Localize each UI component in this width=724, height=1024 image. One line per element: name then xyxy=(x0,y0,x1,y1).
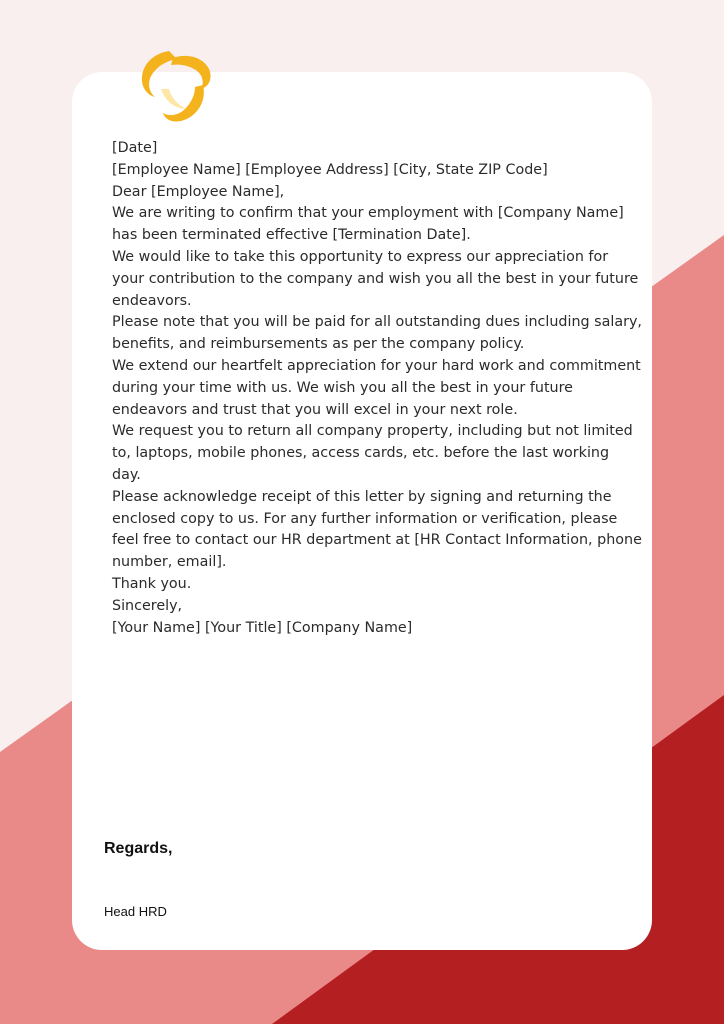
acknowledgement-paragraph: Please acknowledge receipt of this letter by signing and returning the enclosed copy to us. For any further information or verification, please feel free to contact our HR department at [HR Contact Information, phone number, email]. xyxy=(112,488,642,571)
signer-title: Head HRD xyxy=(104,904,167,919)
sender-line: [Your Name] [Your Title] [Company Name] xyxy=(112,619,413,636)
date-line: [Date] xyxy=(112,140,158,156)
property-return-paragraph: We request you to return all company property, including but not limited to, laptops, mobile phones, access cards, etc. before the last working day. xyxy=(112,423,633,483)
swirl-logo-icon xyxy=(125,45,220,130)
dues-paragraph: Please note that you will be paid for all outstanding dues including salary, benefits, and reimbursements as per the company policy. xyxy=(112,314,642,353)
salutation: Dear [Employee Name], xyxy=(112,183,285,200)
employee-address-line: [Employee Name] [Employee Address] [City, State ZIP Code] xyxy=(112,161,548,178)
appreciation-paragraph: We would like to take this opportunity to express our appreciation for your contribution to the company and wish you all the best in your future endeavors. xyxy=(112,248,639,309)
thank-you-line: Thank you. xyxy=(112,575,192,592)
gratitude-paragraph: We extend our heartfelt appreciation for your hard work and commitment during your time with us. We wish you all the best in your future endeavors and trust that you will excel in your next role. xyxy=(112,357,641,418)
sign-off-line: Sincerely, xyxy=(112,597,183,614)
letter-card xyxy=(72,72,652,950)
termination-paragraph: We are writing to confirm that your employment with [Company Name] has been terminated effective [Termination Date]. xyxy=(112,205,624,244)
regards-heading: Regards, xyxy=(104,840,173,857)
letter-body xyxy=(112,138,642,639)
